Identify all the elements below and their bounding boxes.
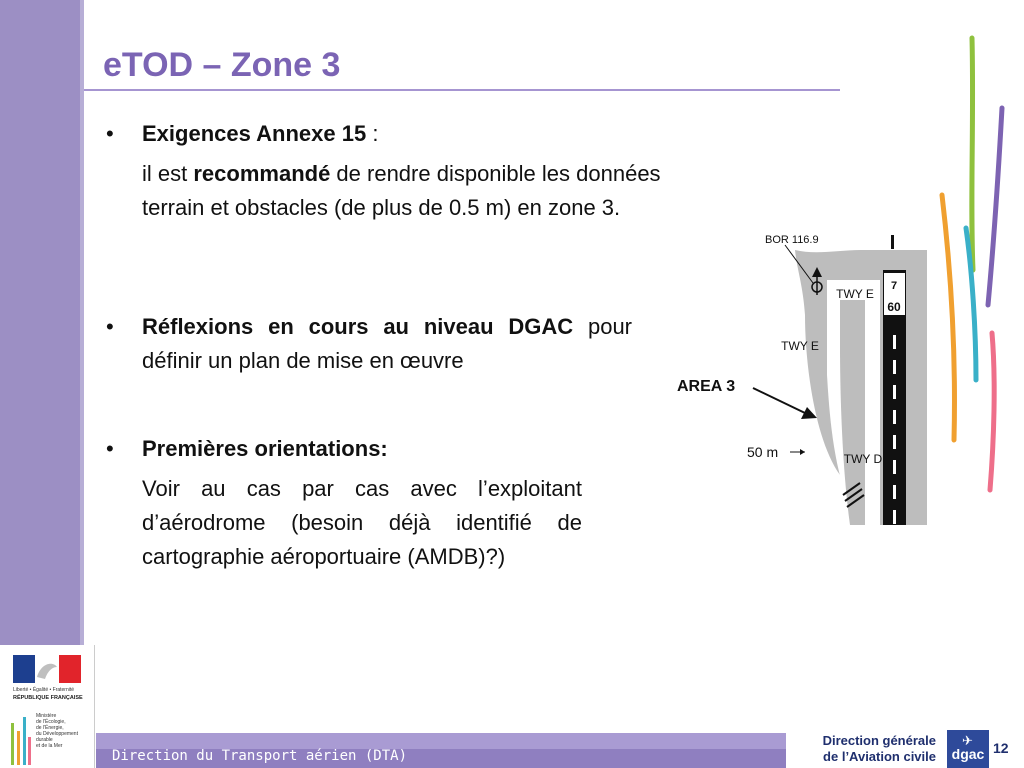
aerodrome-diagram	[665, 225, 930, 525]
bor-label: BOR 116.9	[765, 234, 819, 246]
distance-label: 50 m	[747, 444, 779, 460]
area-3-label: AREA 3	[677, 378, 736, 395]
bullet-3-heading-line	[142, 432, 388, 466]
ministry-logo-icon	[10, 713, 32, 765]
bullet-1-body-post: de rendre disponible les données terrain et obstacles (de plus de 0.5 m) en zone 3.	[142, 161, 661, 220]
bullet-1-heading-line	[142, 117, 378, 151]
republic-name: RÉPUBLIQUE FRANÇAISE	[13, 695, 83, 701]
bullet-marker-2: •	[106, 314, 114, 339]
bullet-marker-3: •	[106, 436, 114, 461]
purple-stroke	[988, 108, 1002, 305]
bullet-3-body: Voir au cas par cas avec l’exploitant d’aérodrome (besoin déjà identifié de cartographie aéroportuaire (AMDB)?)	[142, 476, 582, 569]
bullet-marker-1: •	[106, 121, 114, 146]
area-3-arrow-line	[753, 388, 805, 413]
ministry-name: Ministère de l'Écologie, de l'Énergie, du Développement durable et de la Mer	[36, 713, 78, 749]
pink-stroke	[990, 333, 994, 490]
plane-icon: ✈	[962, 733, 973, 748]
government-logos	[0, 645, 95, 768]
title-underline	[84, 89, 840, 91]
footer-dgac-name	[790, 733, 936, 765]
bullet-3-heading: Premières orientations:	[142, 436, 388, 461]
decorative-strokes	[924, 0, 1024, 500]
bullet-2-text	[142, 310, 632, 378]
orange-stroke	[942, 195, 955, 440]
bullet-1-body-bold: recommandé	[193, 161, 331, 186]
footer-dgac-line2: de l’Aviation civile	[823, 749, 936, 764]
green-stroke	[972, 38, 973, 270]
bullet-1-heading: Exigences Annexe 15	[142, 121, 367, 146]
footer-bar-highlight	[96, 733, 786, 749]
bullet-2-rest: pour définir un plan de mise en œuvre	[142, 314, 633, 373]
bullet-1-body-pre: il est	[142, 161, 194, 186]
distance-arrowhead	[800, 449, 805, 455]
left-band-edge	[80, 0, 84, 645]
page-number: 12	[993, 740, 1009, 756]
bullet-1-body	[142, 157, 664, 225]
left-decorative-band	[0, 0, 80, 645]
marianne-logo	[13, 655, 81, 683]
runway-extension-mark	[891, 235, 894, 249]
bullet-1-colon: :	[366, 121, 379, 146]
dgac-logo: dgac	[947, 730, 989, 768]
footer-dgac-line1: Direction générale	[822, 733, 936, 748]
inner-taxiway	[840, 300, 865, 525]
twy-e-top-label: TWY E	[836, 287, 874, 301]
republic-motto: Liberté • Égalité • Fraternité	[13, 687, 75, 693]
footer-department: Direction du Transport aérien (DTA)	[112, 748, 408, 764]
runway-number-label: 60	[887, 300, 901, 314]
twy-e-left-label: TWY E	[781, 339, 819, 353]
bullet-2-bold: Réflexions en cours au niveau DGAC	[142, 314, 574, 339]
slide-title: eTOD – Zone 3	[103, 46, 341, 84]
runway-mark-label: 7	[890, 280, 898, 292]
twy-d-label: TWY D	[843, 452, 883, 466]
